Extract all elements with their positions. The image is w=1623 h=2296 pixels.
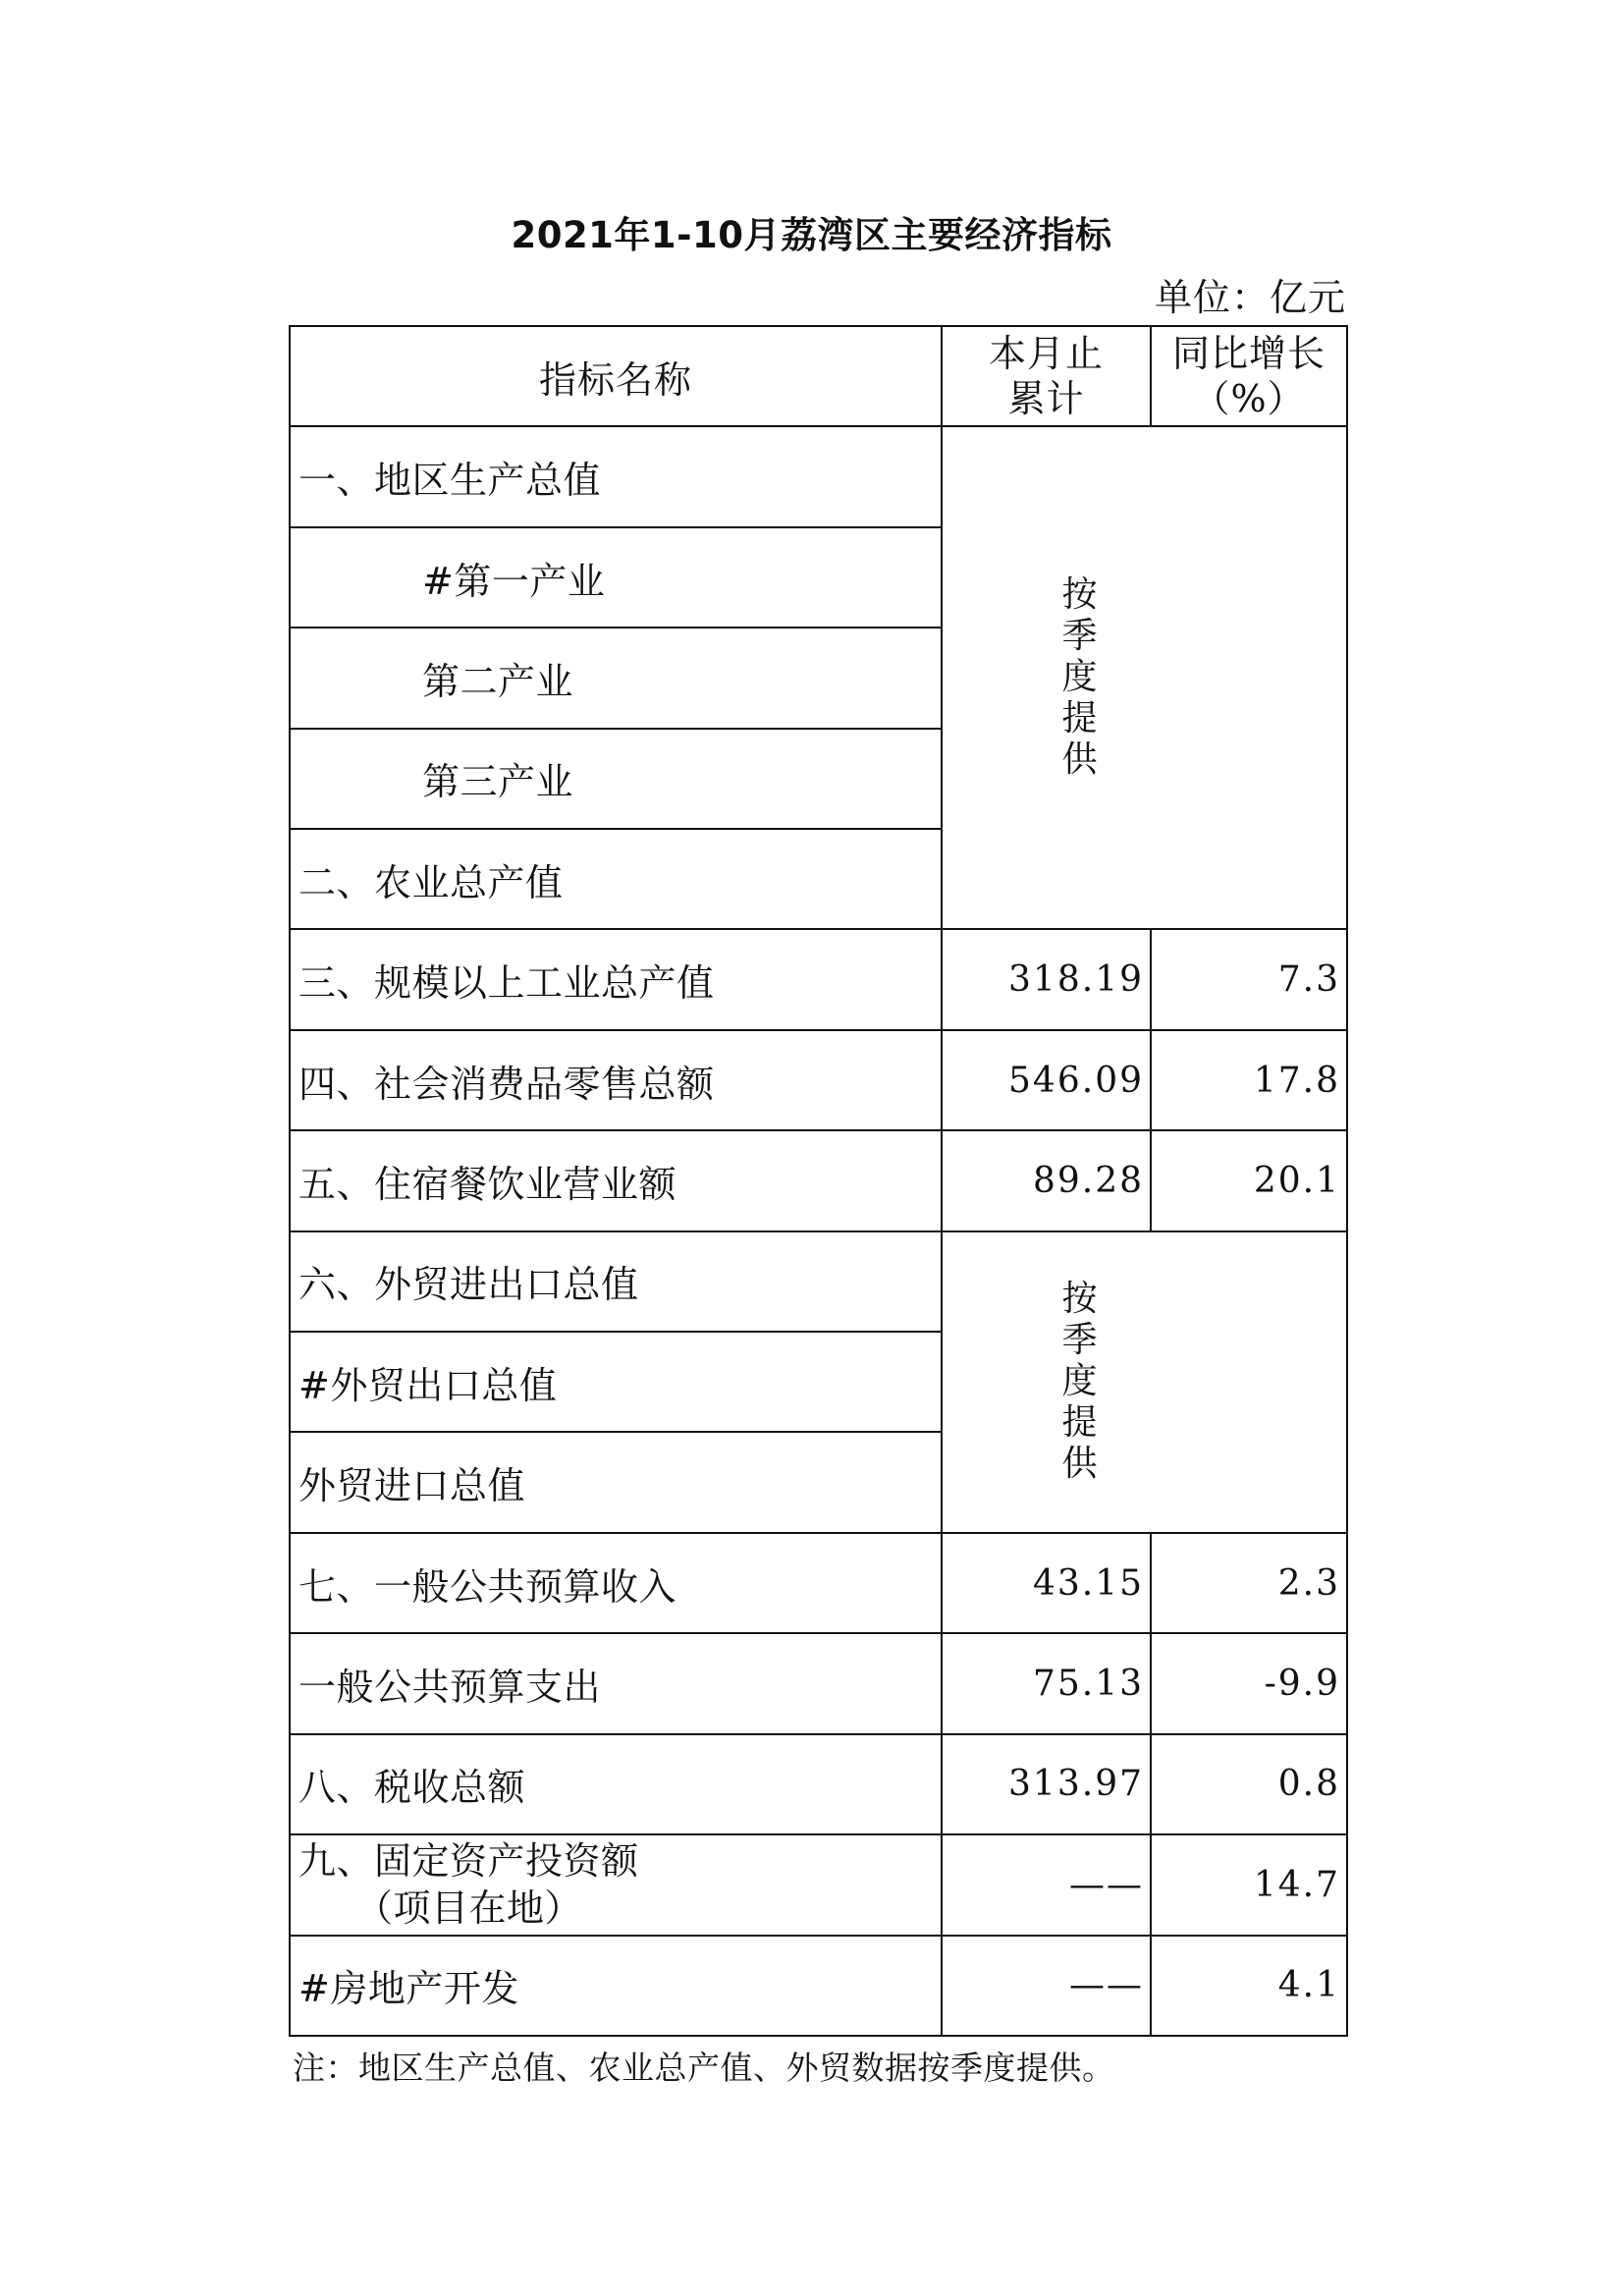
row-real-estate: #房地产开发 <box>290 1936 942 2037</box>
row-tertiary-industry: 第三产业 <box>290 729 942 829</box>
row-exports: #外贸出口总值 <box>290 1332 942 1432</box>
value-cell: —— <box>942 1936 1151 2037</box>
row-fixed-asset-investment-line1: 九、固定资产投资额 <box>298 1839 639 1884</box>
row-tax-revenue: 八、税收总额 <box>290 1734 942 1834</box>
value-cell: 313.97 <box>942 1734 1151 1834</box>
row-fixed-asset-investment <box>290 1834 942 1935</box>
row-primary-industry: #第一产业 <box>290 527 942 628</box>
value-cell: 43.15 <box>942 1533 1151 1633</box>
growth-cell: 7.3 <box>1151 929 1347 1029</box>
table-row <box>290 1734 1347 1834</box>
row-budget-revenue: 七、一般公共预算收入 <box>290 1533 942 1633</box>
row-budget-expenditure: 一般公共预算支出 <box>290 1633 942 1733</box>
header-cumulative <box>942 326 1151 426</box>
growth-cell: -9.9 <box>1151 1633 1347 1733</box>
page-title: 2021年1-10月荔湾区主要经济指标 <box>511 214 1112 256</box>
quarterly-note-cell-2 <box>942 1231 1347 1533</box>
table-row <box>290 1633 1347 1733</box>
row-gdp: 一、地区生产总值 <box>290 426 942 526</box>
quarterly-label-2: 按季度提供 <box>1061 1279 1098 1485</box>
table-row <box>290 1533 1347 1633</box>
value-cell: 318.19 <box>942 929 1151 1029</box>
value-cell: 546.09 <box>942 1030 1151 1130</box>
table-row <box>290 929 1347 1029</box>
growth-cell: 20.1 <box>1151 1130 1347 1230</box>
header-indicator-name: 指标名称 <box>290 326 942 426</box>
growth-cell: 4.1 <box>1151 1936 1347 2037</box>
value-cell: 75.13 <box>942 1633 1151 1733</box>
value-cell: —— <box>942 1834 1151 1935</box>
row-fixed-asset-investment-line2: （项目在地） <box>355 1886 583 1931</box>
unit-label: 单位：亿元 <box>1154 276 1346 319</box>
value-cell: 89.28 <box>942 1130 1151 1230</box>
table-row <box>290 1030 1347 1130</box>
growth-cell: 14.7 <box>1151 1834 1347 1935</box>
row-catering-revenue: 五、住宿餐饮业营业额 <box>290 1130 942 1230</box>
quarterly-note-cell-1 <box>942 426 1347 929</box>
header-cumulative-line2: 累计 <box>1007 377 1085 421</box>
table-row <box>290 1936 1347 2037</box>
header-growth-line2: （%） <box>1192 377 1306 421</box>
indicators-table <box>289 325 1348 2037</box>
row-imports: 外贸进口总值 <box>290 1432 942 1532</box>
growth-cell: 0.8 <box>1151 1734 1347 1834</box>
table-row <box>290 426 1347 526</box>
quarterly-label-1: 按季度提供 <box>1061 574 1098 781</box>
table-header-row <box>290 326 1347 426</box>
header-cumulative-line1: 本月止 <box>988 332 1104 376</box>
row-agriculture-output: 二、农业总产值 <box>290 829 942 929</box>
table-row <box>290 1834 1347 1935</box>
table-row <box>290 1130 1347 1230</box>
row-industrial-output: 三、规模以上工业总产值 <box>290 929 942 1029</box>
footnote: 注：地区生产总值、农业总产值、外贸数据按季度提供。 <box>293 2049 1115 2087</box>
row-foreign-trade: 六、外贸进出口总值 <box>290 1231 942 1332</box>
row-secondary-industry: 第二产业 <box>290 628 942 728</box>
table-row <box>290 1231 1347 1332</box>
growth-cell: 2.3 <box>1151 1533 1347 1633</box>
row-retail-sales: 四、社会消费品零售总额 <box>290 1030 942 1130</box>
header-growth-line1: 同比增长 <box>1171 332 1325 376</box>
growth-cell: 17.8 <box>1151 1030 1347 1130</box>
header-growth <box>1151 326 1347 426</box>
